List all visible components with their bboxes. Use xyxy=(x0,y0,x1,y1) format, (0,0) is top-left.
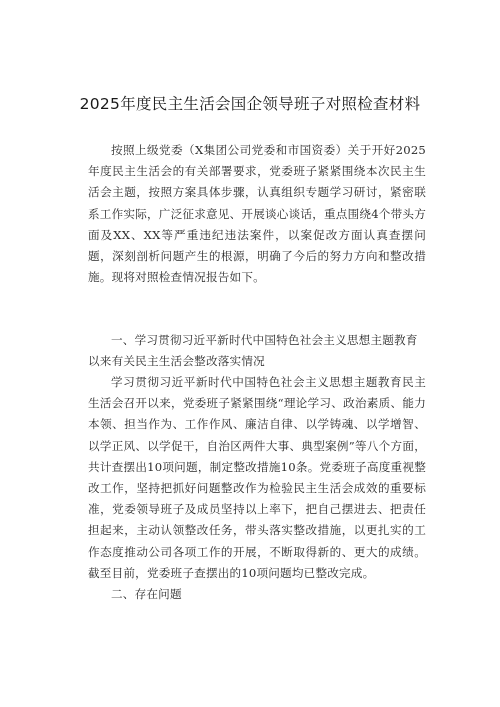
section-2-heading: 二、存在问题 xyxy=(111,587,182,601)
section-1-body: 学习贯彻习近平新时代中国特色社会主义思想主题教育民主生活会召开以来，党委班子紧紧围绕“理论学习、政治素质、能力本领、担当作为、工作作风、廉洁自律、以学铸魂、以学增智、以学正风、以学促干，自治区两件大事、典型案例”等八个方面，共计查摆出10项问题，制定整改措施10条。党委班子高度重视整改工作，坚持把抓好问题整改作为检验民主生活会成效的重要标准，党委领导班子及成员坚持以上率下，把自己摆进去、把责任担起来，主动认领整改任务，带头落实整改措施，以更扎实的工作态度推动公司各项工作的开展，不断取得新的、更大的成绩。截至目前，党委班子查摆出的10项问题均已整改完成。 xyxy=(88,375,426,580)
intro-paragraph: 按照上级党委（X集团公司党委和市国资委）关于开好2025年度民主生活会的有关部署要求，党委班子紧紧围绕本次民主生活会主题，按照方案具体步骤，认真组织专题学习研讨，紧密联系工作实际，广泛征求意见、开展谈心谈话，重点围绕4个带头方面及XX、XX等严重违纪违法案件，以案促改方面认真查摆问题，深刻剖析问题产生的根源，明确了今后的努力方向和整改措施。现将对照检查情况报告如下。 xyxy=(88,143,426,285)
document-title: 2025年度民主生活会国企领导班子对照检查材料 xyxy=(79,95,421,113)
section-1-heading: 一、学习贯彻习近平新时代中国特色社会主义思想主题教育以来有关民主生活会整改落实情况 xyxy=(88,333,418,369)
